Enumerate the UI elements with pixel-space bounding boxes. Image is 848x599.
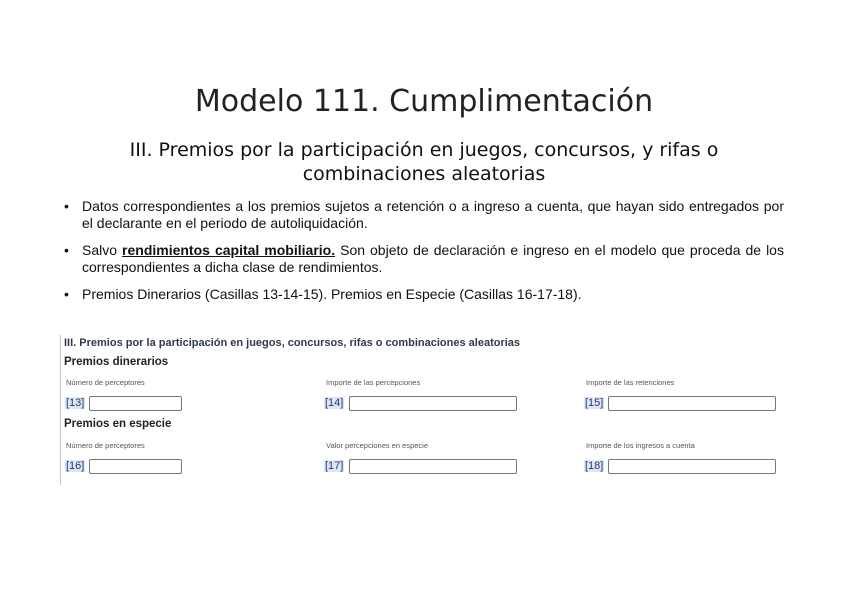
field-17-input[interactable] (349, 459, 517, 474)
field-18-number: [18] (585, 460, 604, 472)
field-18-input[interactable] (608, 459, 776, 474)
field-15-label: Importe de las retenciones (586, 378, 675, 387)
field-13-number: [13] (66, 397, 85, 409)
subtitle-line-1: III. Premios por la participación en juegos, concursos, y rifas o (129, 139, 719, 161)
bullet-emphasis: rendimientos capital mobiliario. (122, 242, 336, 258)
bullet-text: Datos correspondientes a los premios sujetos a retención o a ingreso a cuenta, que hayan sido entregados por el declarante en el periodo de autoliquidación. (82, 198, 784, 231)
field-14-input[interactable] (349, 396, 517, 411)
bullet-dot-icon: • (64, 198, 69, 214)
bullet-text: Premios Dinerarios (Casillas 13-14-15). Premios en Especie (Casillas 16-17-18). (82, 286, 582, 302)
premios-form (60, 335, 791, 485)
field-14-number: [14] (325, 397, 344, 409)
subtitle-line-2: combinaciones aleatorias (302, 163, 546, 185)
field-16-number: [16] (66, 460, 85, 472)
bullet-text-prefix: Salvo (82, 242, 123, 258)
bullet-text-rest: Son objeto de declaración e ingreso en el modelo que proceda de los correspondientes a dicha clase de rendimientos. (82, 242, 784, 275)
field-15-input[interactable] (608, 396, 776, 411)
slide-title: Modelo 111. Cumplimentación (194, 84, 654, 119)
bullet-dot-icon: • (64, 286, 69, 302)
field-18-label: Importe de los ingresos a cuenta (586, 441, 695, 450)
field-16-input[interactable] (89, 459, 182, 474)
section-premios-especie: Premios en especie (64, 418, 172, 430)
bullet-dot-icon: • (64, 242, 69, 258)
bullet-item (62, 242, 784, 276)
field-14-label: Importe de las percepciones (326, 378, 421, 387)
field-17-number: [17] (325, 460, 344, 472)
form-title: III. Premios por la participación en juegos, concursos, rifas o combinaciones aleatorias (64, 337, 521, 349)
field-15-number: [15] (585, 397, 604, 409)
field-16-label: Número de perceptores (66, 441, 145, 450)
bullet-item (62, 198, 784, 232)
section-premios-dinerarios: Premios dinerarios (64, 356, 169, 368)
bullet-list (62, 198, 784, 313)
slide-subtitle (90, 138, 758, 186)
field-13-label: Número de perceptores (66, 378, 145, 387)
field-17-label: Valor percepciones en especie (326, 441, 429, 450)
bullet-item (62, 286, 784, 303)
field-13-input[interactable] (89, 396, 182, 411)
